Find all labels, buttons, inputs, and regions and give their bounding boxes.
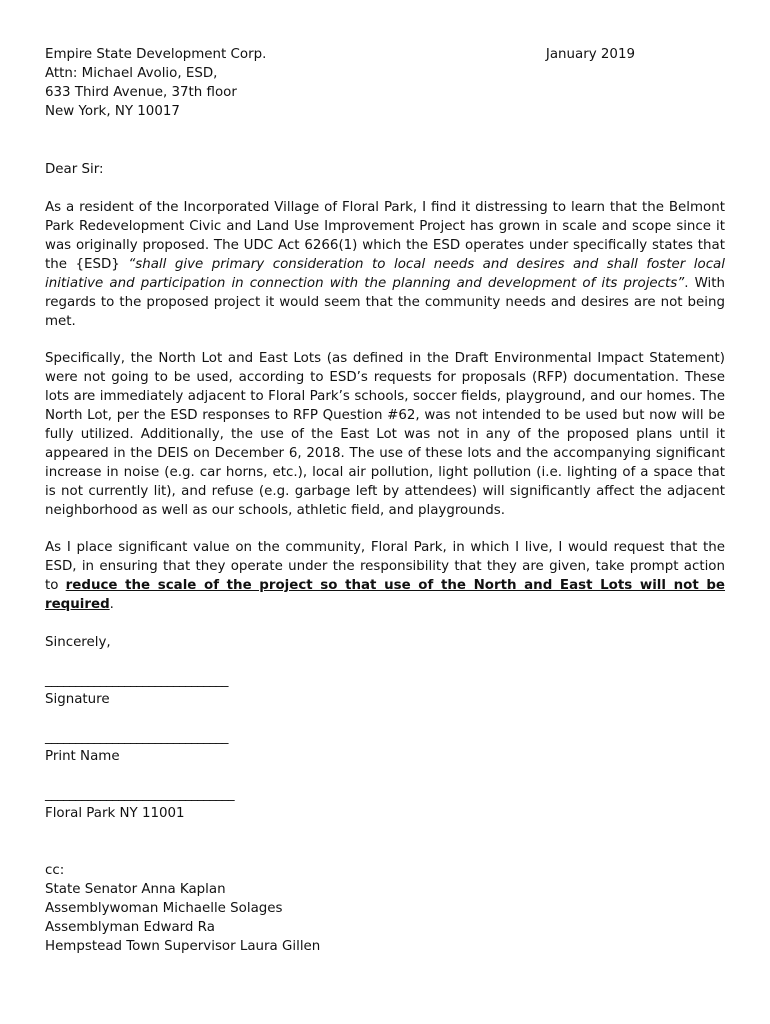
paragraph-3-outro: .: [109, 597, 114, 612]
address-line: _______________________________: [45, 787, 234, 802]
sender-attn: Attn: Michael Avolio, ESD,: [45, 66, 218, 81]
print-name-line: ______________________________: [45, 730, 228, 745]
body-paragraph-3: [45, 538, 725, 614]
sender-address-line2: New York, NY 10017: [45, 104, 180, 119]
letter-page: [45, 45, 725, 956]
paragraph-3-intro: As I place significant value on the community, Floral Park, in which I live, I would request that the ESD, in ensuring that they operate under the responsibility that they are given, take prompt action to: [45, 540, 725, 593]
cc-recipient: Assemblywoman Michaelle Solages: [45, 901, 283, 916]
body-paragraph-1: [45, 198, 725, 331]
address-label: Floral Park NY 11001: [45, 806, 185, 821]
sender-org: Empire State Development Corp.: [45, 47, 267, 62]
cc-recipient: Assemblyman Edward Ra: [45, 920, 215, 935]
cc-recipient: Hempstead Town Supervisor Laura Gillen: [45, 939, 321, 954]
closing: Sincerely,: [45, 635, 111, 650]
udc-act-quote: “shall give primary consideration to local needs and desires and shall foster local initiative and participation in connection with the planning and development of its projects”: [45, 257, 725, 291]
body-paragraph-2: Specifically, the North Lot and East Lots (as defined in the Draft Environmental Impact Statement) were not going to be used, according to ESD’s requests for proposals (RFP) documentation. These lots are immediately adjacent to Floral Park’s schools, soccer fields, playground, and our homes. The North Lot, per the ESD responses to RFP Question #62, was not intended to be used but now will be fully utilized. Additionally, the use of the East Lot was not in any of the proposed plans until it appeared in the DEIS on December 6, 2018. The use of these lots and the accompanying significant increase in noise (e.g. car horns, etc.), local air pollution, light pollution (i.e. lighting of a space that is not currently lit), and refuse (e.g. garbage left by attendees) will significantly affect the adjacent neighborhood as well as our schools, athletic field, and playgrounds.: [45, 351, 725, 518]
paragraph-1-intro: As a resident of the Incorporated Village of Floral Park, I find it distressing to learn that the Belmont Park Redevelopment Civic and Land Use Improvement Project has grown in scale and scope since it was originally proposed. The UDC Act 6266(1) which the ESD operates under specifically states that the {ESD}: [45, 200, 725, 272]
signature-block: [45, 671, 725, 823]
signature-line: ______________________________: [45, 673, 228, 688]
cc-label: cc:: [45, 863, 65, 878]
sender-address-line1: 633 Third Avenue, 37th floor: [45, 85, 237, 100]
cc-recipient: State Senator Anna Kaplan: [45, 882, 226, 897]
request-emphasis: reduce the scale of the project so that use of the North and East Lots will not be required: [45, 578, 726, 612]
letter-date: January 2019: [545, 47, 635, 62]
signature-label: Signature: [45, 692, 110, 707]
letter-header: [45, 45, 725, 121]
print-name-label: Print Name: [45, 749, 120, 764]
cc-block: [45, 861, 725, 956]
paragraph-1-outro: . With regards to the proposed project it would seem that the community needs and desires are not being met.: [45, 276, 725, 329]
salutation: Dear Sir:: [45, 162, 104, 177]
